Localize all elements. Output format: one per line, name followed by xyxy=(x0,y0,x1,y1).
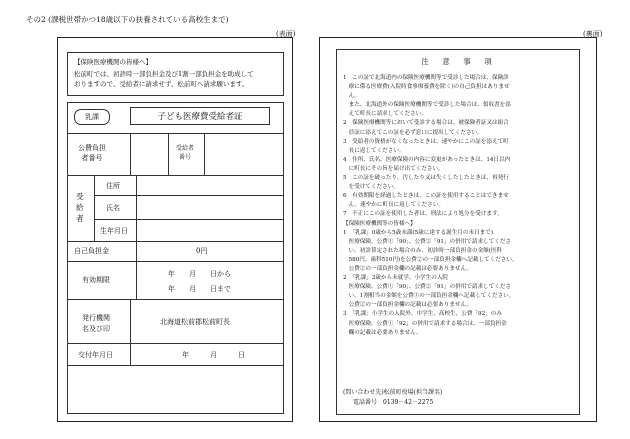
recipient-number-label: 受給者 番号 xyxy=(176,145,195,161)
notice-line-1: 松前町では、初診時一部負担金及び1割一部負担金を助成して xyxy=(74,70,254,78)
caution-line: 3 「乳課」小学生の入院外、中学生、高校生、公費「92」のみ xyxy=(343,311,502,318)
card-title: 子ども医療費受給者証 xyxy=(157,112,243,122)
caution-line: 欄の記載は必要ありません。 xyxy=(343,329,422,336)
caution-line: 医療保険、公費①「90」、公費②「91」の併用で請求してくださ xyxy=(343,284,512,291)
caution-box xyxy=(336,49,580,415)
issuer-value: 北海道松前郡松前町長 xyxy=(160,318,230,326)
notice-line-2: おりますので、受給者に請求せず、松前町へ請求願います。 xyxy=(74,80,249,88)
caution-line: 3 受給者の資格がなくなったときは、速やかにこの証を添えて町 xyxy=(343,138,509,145)
caution-line: 6 有効期限を経過したときは、この証を使用することはできませ xyxy=(343,193,509,200)
contact-phone: 電話番号 0139－42－2275 xyxy=(353,399,434,406)
name-label: 氏名 xyxy=(106,204,120,212)
caution-line: に町長にその旨を届け出てください。 xyxy=(343,165,444,172)
caution-line: 療に係る医療費(入院時食事療養費を除く)の自己負担はありませ xyxy=(343,84,510,91)
front-side-label: (表面) xyxy=(276,30,296,38)
caution-line: い。1割相当の金額を公費①の一部負担金欄へ記載してください。 xyxy=(343,293,515,300)
issuer-label: 発行機関 名及び印 xyxy=(82,314,110,333)
front-card xyxy=(57,37,293,422)
caution-line: を受けてください。 xyxy=(343,184,399,191)
caution-line: 4 住所、氏名、医療保険の内容に変更があったときは、14日以内 xyxy=(343,156,511,163)
caution-line: また、北海道外の保険医療機関等で受診した場合は、領収書を添 xyxy=(343,102,511,109)
card-title-box xyxy=(130,107,270,125)
caution-line: 1 「乳課」0歳から5歳未満(5歳に達する誕生月の末日まで) xyxy=(343,229,494,236)
caution-line: ん。 xyxy=(343,93,361,100)
caution-line: えて町長に請求してください。 xyxy=(343,111,427,118)
certificate-form xyxy=(67,102,284,414)
validity-from: 年 月 日から xyxy=(168,270,231,278)
caution-line: 公費②の一部負担金欄の記載は必要ありません。 xyxy=(343,265,472,272)
notice-box xyxy=(67,52,284,96)
back-card xyxy=(319,37,597,422)
caution-line: 員証に添えてこの証を必ず窓口に提出してください。 xyxy=(343,129,483,136)
caution-line: 7 不正にこの証を使用した者は、刑法により処分を受けます。 xyxy=(343,211,503,218)
caution-line: 2 「乳課」3歳から未就学、小学生の入院 xyxy=(343,275,449,282)
caution-body xyxy=(343,74,575,338)
caution-line: ん。速やかに町長に返してください。 xyxy=(343,202,445,209)
issue-date-label: 交付年月日 xyxy=(78,351,113,359)
recipient-label: 受給者 xyxy=(76,192,84,223)
payer-number-label: 公費負担 者番号 xyxy=(78,144,106,162)
dob-label: 生年月日 xyxy=(100,227,128,235)
caution-line: 2 保険医療機関等において受診する場合は、被保険者証又は組合 xyxy=(343,120,509,127)
caution-line: 【保険医療機関等の皆様へ】 xyxy=(343,220,416,227)
caution-line: 公費②の一部負担金欄の記載は必要ありません。 xyxy=(343,302,472,309)
caution-title: 注 意 事 項 xyxy=(421,57,495,66)
contact-block xyxy=(343,388,442,408)
caution-line: い。初診算定された場合のみ、初診時一部負担金の金額(医科 xyxy=(343,247,503,254)
badge: 乳課 xyxy=(74,109,110,125)
caution-line: 580円、歯科510円)を公費②の一部負担金欄へ記載してください。 xyxy=(343,256,518,263)
front-heading: その2 (課税世帯かつ18歳以下の扶養されている高校生まで) xyxy=(26,15,229,24)
notice-title: 【保険医療機関の皆様へ】 xyxy=(74,58,152,66)
back-side-label: (裏面) xyxy=(583,30,603,38)
contact-label: (問い合わせ先)松前町役場(担当課名) xyxy=(343,389,443,396)
caution-line: 1 この証で北海道内の保険医療機関等で受診した場合は、保険診 xyxy=(343,75,509,81)
validity-to: 年 月 日まで xyxy=(168,285,231,293)
caution-line: 長に返してください。 xyxy=(343,147,405,154)
caution-line: 5 この証を破ったり、汚したり又は失くしたしたときは、再発行 xyxy=(343,175,509,182)
copay-value: 0円 xyxy=(196,247,208,255)
caution-line: 医療保険、公費①「90」、公費②「91」の併用で請求してくださ xyxy=(343,238,512,245)
copay-label: 自己負担金 xyxy=(74,247,109,255)
address-label: 住所 xyxy=(106,182,120,190)
validity-label: 有効期限 xyxy=(82,276,110,284)
issue-date-value: 年 月 日 xyxy=(182,351,245,359)
caution-line: 医療保険、公費①「92」の併用で請求する場合は、一部負担金 xyxy=(343,320,507,327)
